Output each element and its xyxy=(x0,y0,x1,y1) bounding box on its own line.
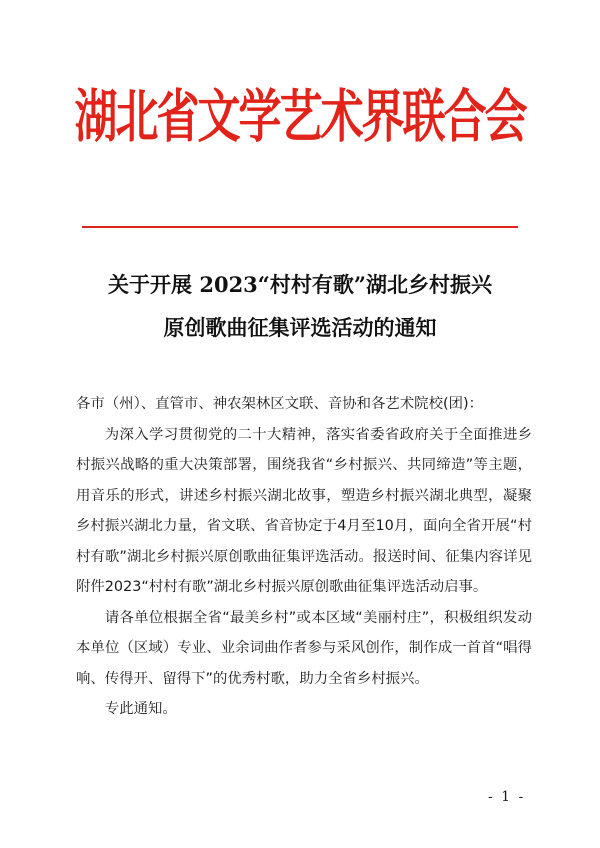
red-divider xyxy=(82,226,518,228)
body-paragraph-1: 为深入学习贯彻党的二十大精神，落实省委省政府关于全面推进乡村振兴战略的重大决策部署，围绕我省“乡村振兴、共同缔造”等主题，用音乐的形式，讲述乡村振兴湖北故事，塑造乡村振兴湖北典型，凝聚乡村振兴湖北力量，省文联、省音协定于4月至10月，面向全省开展“村村有歌”湖北乡村振兴原创歌曲征集评选活动。报送时间、征集内容详见附件2023“村村有歌”湖北乡村振兴原创歌曲征集评选活动启事。 xyxy=(76,426,532,595)
document-title-line-2: 原创歌曲征集评选活动的通知 xyxy=(163,315,437,340)
body-paragraph-3: 专此通知。 xyxy=(104,701,177,717)
salutation: 各市（州）、直管市、神农架林区文联、音协和各艺术院校(团)： xyxy=(76,396,483,412)
org-masthead: 湖北省文学艺术界联合会 xyxy=(74,84,526,151)
body-paragraph-2: 请各单位根据全省“最美乡村”或本区域“美丽村庄”，积极组织发动本单位（区域）专业、业余词曲作者参与采风创作，制作成一首首“唱得响、传得开、留得下”的优秀村歌，助力全省乡村振兴。 xyxy=(76,609,532,687)
document-title-line-1: 关于开展 2023“村村有歌”湖北乡村振兴 xyxy=(108,272,492,297)
page-number: - 1 - xyxy=(488,789,526,805)
document-body xyxy=(76,389,532,725)
